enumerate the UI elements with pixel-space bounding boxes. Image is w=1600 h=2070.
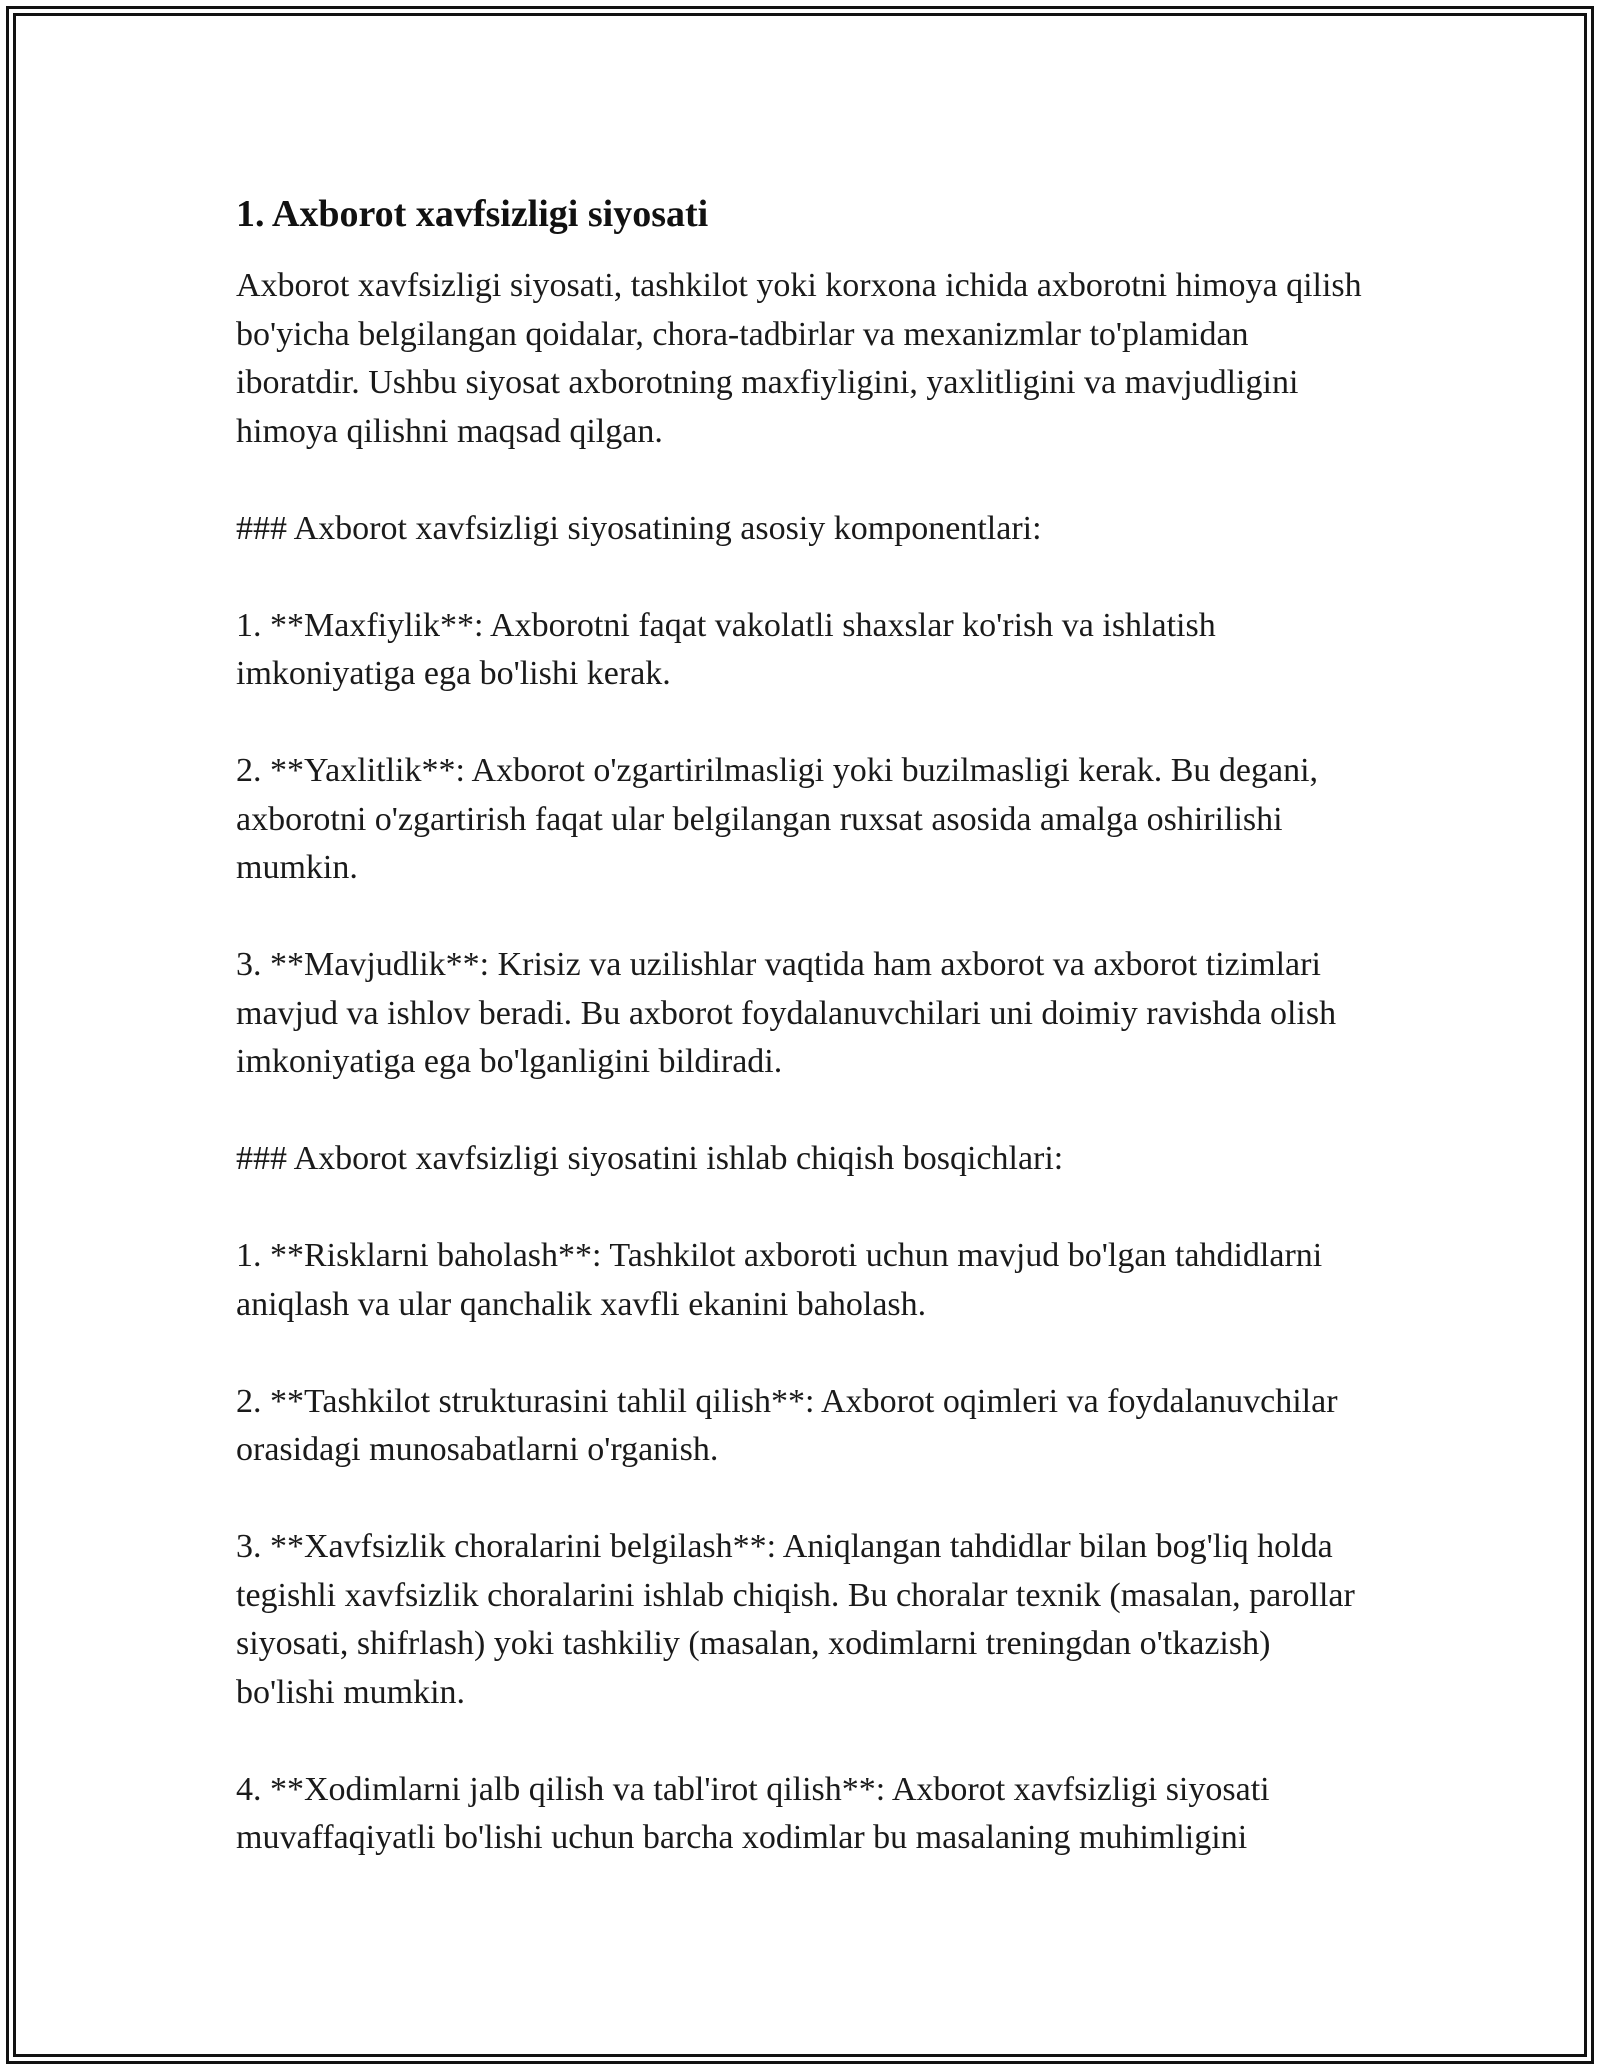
intro-paragraph: Axborot xavfsizligi siyosati, tashkilot yoki korxona ichida axborotni himoya qilish bo'yicha belgilangan qoidalar, chora-tadbirlar va mexanizmlar to'plamidan iboratdir. Ushbu siyosat axborotning maxfiyligini, yaxlitligini va mavjudligini himoya qilishni maqsad qilgan. <box>236 267 1362 450</box>
list-item-integrity: 2. **Yaxlitlik**: Axborot o'zgartirilmasligi yoki buzilmasligi kerak. Bu degani, axborotni o'zgartirish faqat ular belgilangan ruxsat asosida amalga oshirilishi mumkin. <box>236 752 1319 886</box>
list-item-structure-analysis: 2. **Tashkilot strukturasini tahlil qilish**: Axborot oqimleri va foydalanuvchilar orasidagi munosabatlarni o'rganish. <box>236 1382 1338 1468</box>
document-body <box>236 186 1366 1911</box>
list-item-risk-assessment: 1. **Risklarni baholash**: Tashkilot axboroti uchun mavjud bo'lgan tahdidlarni aniqlash va ular qanchalik xavfli ekanini baholash. <box>236 1237 1323 1323</box>
list-item-staff-engagement: 4. **Xodimlarni jalb qilish va tabl'irot qilish**: Axborot xavfsizligi siyosati muvaffaqiyatli bo'lishi uchun barcha xodimlar bu masalaning muhimligini <box>236 1770 1270 1856</box>
section-heading-components: ### Axborot xavfsizligi siyosatining asosiy komponentlari: <box>236 509 1042 547</box>
list-item-availability: 3. **Mavjudlik**: Krisiz va uzilishlar vaqtida ham axborot va axborot tizimlari mavjud va ishlov beradi. Bu axborot foydalanuvchilari uni doimiy ravishda olish imkoniyatiga ega bo'lganligini bildiradi. <box>236 946 1337 1080</box>
list-item-confidentiality: 1. **Maxfiylik**: Axborotni faqat vakolatli shaxslar ko'rish va ishlatish imkoniyatiga ega bo'lishi kerak. <box>236 606 1216 692</box>
list-item-security-measures: 3. **Xavfsizlik choralarini belgilash**: Aniqlangan tahdidlar bilan bog'liq holda tegishli xavfsizlik choralarini ishlab chiqish. Bu choralar texnik (masalan, parollar siyosati, shifrlash) yoki tashkiliy (masalan, xodimlarni treningdan o'tkazish) bo'lishi mumkin. <box>236 1528 1355 1711</box>
section-heading-stages: ### Axborot xavfsizligi siyosatini ishlab chiqish bosqichlari: <box>236 1140 1064 1177</box>
document-title: 1. Axborot xavfsizligi siyosati <box>236 193 709 235</box>
